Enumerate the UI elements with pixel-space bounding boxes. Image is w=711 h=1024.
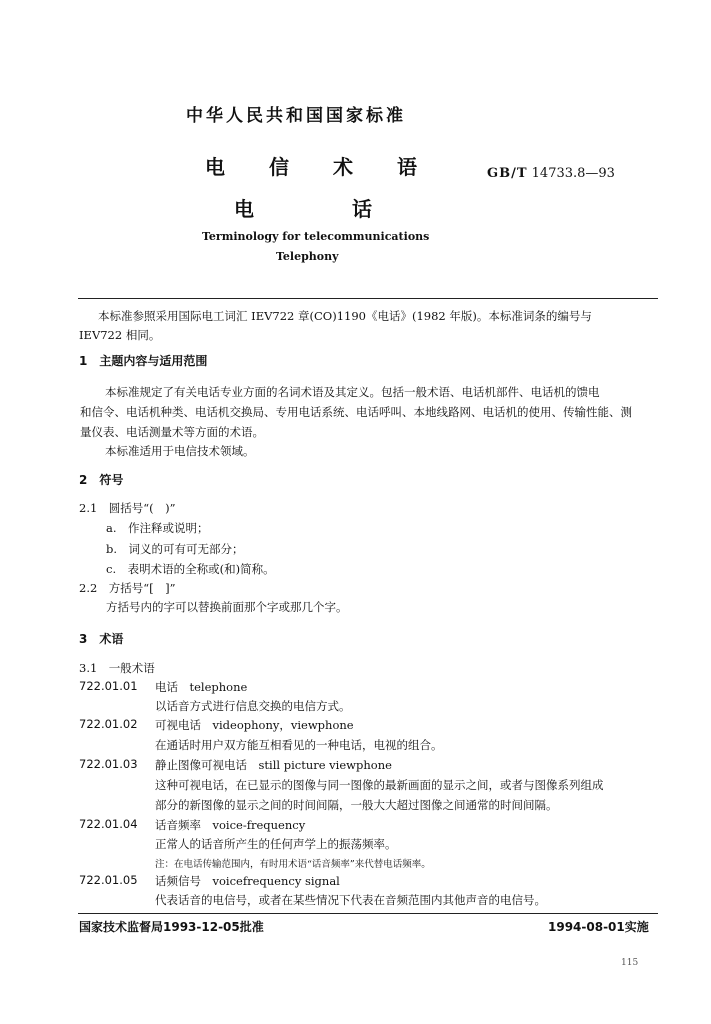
english-subtitle: Telephony bbox=[276, 250, 339, 263]
standard-prefix: GB/T bbox=[487, 166, 528, 181]
document-subtitle: 电话 bbox=[234, 197, 470, 221]
section-1-paragraph-line-1: 本标准规定了有关电话专业方面的名词术语及其定义。包括一般术语、电话机部件、电话机的馈电 bbox=[105, 385, 600, 399]
document-title: 电信术语 bbox=[205, 155, 461, 179]
term-title: 话频信号 voicefrequency signal bbox=[155, 874, 340, 888]
issuing-country-standard: 中华人民共和国国家标准 bbox=[186, 106, 406, 126]
standard-code: 14733.8—93 bbox=[531, 166, 615, 181]
section-1-paragraph-line-3: 量仪表、电话测量术等方面的术语。 bbox=[80, 425, 264, 439]
intro-line-1: 本标准参照采用国际电工词汇 IEV722 章(CO)1190《电话》(1982 年版)。本标准词条的编号与 bbox=[98, 309, 592, 323]
english-title: Terminology for telecommunications bbox=[202, 230, 430, 243]
section-3-heading: 3 术语 bbox=[79, 632, 124, 646]
term-definition: 在通话时用户双方能互相看见的一种电话，电视的组合。 bbox=[155, 738, 443, 752]
term-title: 电话 telephone bbox=[155, 680, 248, 694]
header-divider bbox=[78, 298, 658, 299]
section-1-scope: 本标准适用于电信技术领域。 bbox=[105, 444, 255, 458]
term-code: 722.01.02 bbox=[79, 717, 138, 731]
section-1-heading: 1 主题内容与适用范围 bbox=[79, 354, 208, 368]
subsection-2-2: 2.2 方括号“[ ]” bbox=[79, 581, 176, 595]
term-code: 722.01.03 bbox=[79, 757, 138, 771]
footer-divider bbox=[78, 913, 658, 914]
subsection-2-1: 2.1 圆括号“( )” bbox=[79, 501, 176, 515]
effective-date: 1994-08-01实施 bbox=[548, 920, 649, 934]
term-note: 注：在电话传输范围内，有时用术语“话音频率”来代替电话频率。 bbox=[155, 859, 431, 870]
term-definition: 代表话音的电信号，或者在某些情况下代表在音频范围内其他声音的电信号。 bbox=[155, 893, 546, 907]
term-definition: 正常人的话音所产生的任何声学上的振荡频率。 bbox=[155, 837, 397, 851]
term-title: 可视电话 videophony，viewphone bbox=[155, 718, 354, 732]
intro-line-2: IEV722 相同。 bbox=[79, 328, 161, 342]
standard-number bbox=[487, 166, 615, 181]
subsection-2-2-text: 方括号内的字可以替换前面那个字或那几个字。 bbox=[106, 600, 348, 614]
term-definition: 以话音方式进行信息交换的电信方式。 bbox=[155, 699, 351, 713]
section-2-heading: 2 符号 bbox=[79, 473, 124, 487]
term-definition: 这种可视电话，在已显示的图像与同一图像的最新画面的显示之间，或者与图像系列组成 bbox=[155, 778, 604, 792]
term-code: 722.01.04 bbox=[79, 817, 138, 831]
term-title: 静止图像可视电话 still picture viewphone bbox=[155, 758, 392, 772]
term-code: 722.01.01 bbox=[79, 679, 138, 693]
subsection-3-1: 3.1 一般术语 bbox=[79, 661, 155, 675]
term-title: 话音频率 voice-frequency bbox=[155, 818, 306, 832]
term-code: 722.01.05 bbox=[79, 873, 138, 887]
list-item-b: b. 词义的可有可无部分； bbox=[106, 542, 244, 556]
list-item-c: c. 表明术语的全称或(和)简称。 bbox=[106, 562, 275, 576]
term-definition-continued: 部分的新图像的显示之间的时间间隔，一般大大超过图像之间通常的时间间隔。 bbox=[155, 798, 558, 812]
section-1-paragraph-line-2: 和信令、电话机种类、电话机交换局、专用电话系统、电话呼叫、本地线路网、电话机的使用、传输性能、测 bbox=[80, 405, 632, 419]
approval-date: 国家技术监督局1993-12-05批准 bbox=[79, 920, 264, 934]
list-item-a: a. 作注释或说明； bbox=[106, 521, 209, 535]
page-number: 115 bbox=[621, 958, 639, 968]
